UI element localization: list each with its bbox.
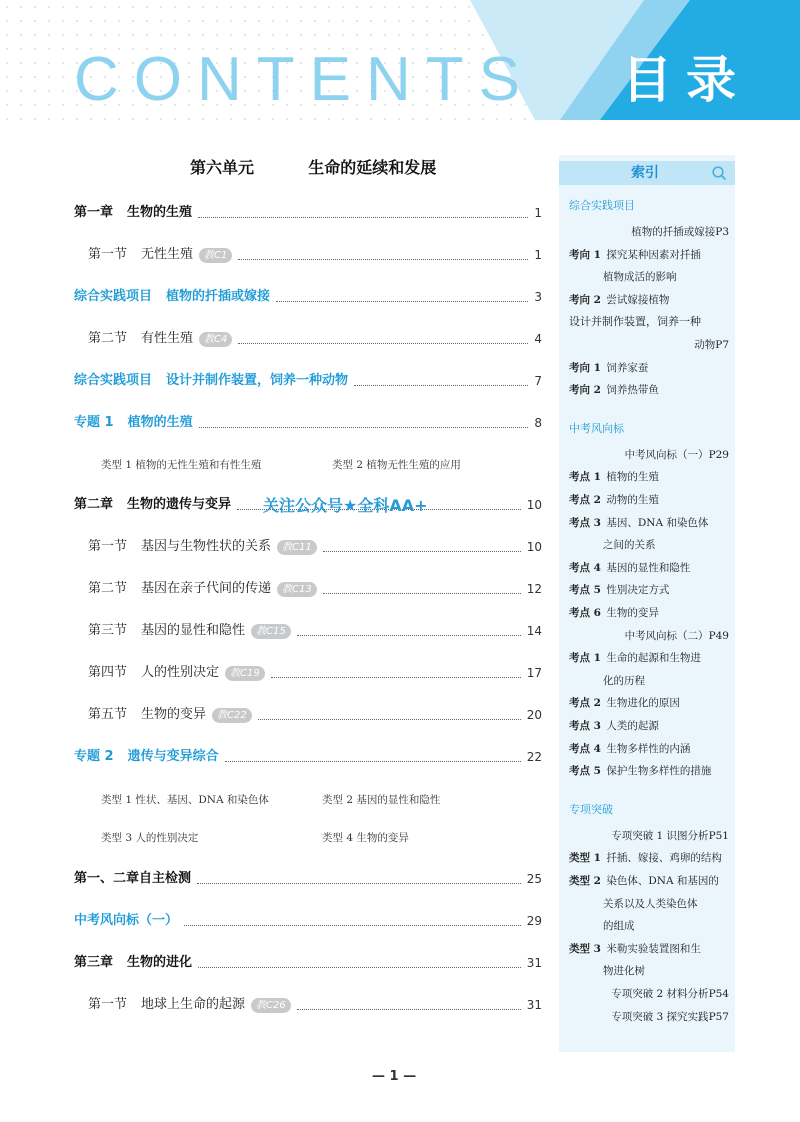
toc-row[interactable] [88,620,542,642]
index-item[interactable] [569,1006,729,1028]
toc-page-number: 29 [526,914,542,928]
index-item[interactable] [569,221,729,243]
dot-leader [276,301,528,302]
toc-page-number: 20 [526,708,542,722]
subtopic-item: 类型 1 植物的无性生殖和有性生殖 [101,459,262,471]
toc-row-label: 第二节 [88,581,128,596]
lesson-badge: 教C13 [277,582,317,597]
toc-row-title [74,286,270,308]
index-item[interactable] [569,512,729,534]
toc-row-heading: 地球上生命的起源 [141,997,246,1012]
toc-row-label: 专题 2 [74,749,114,764]
toc-page-number: 25 [526,872,542,886]
header-banner [0,0,800,120]
toc-row-title [74,910,178,932]
index-item-text: 尝试嫁接植物 [603,293,670,306]
index-item[interactable] [569,466,729,488]
toc-row-title [74,412,193,434]
index-item-text: 饲养热带鱼 [603,384,659,397]
index-item[interactable] [569,692,729,714]
index-item[interactable]: 关系以及人类染色体 [603,897,698,910]
index-item-page: P7 [715,339,729,351]
index-item-text: 人类的起源 [603,720,659,732]
index-item-page: P57 [708,1010,729,1023]
index-item-key: 考点 2 [569,494,601,506]
index-item-text: 扦插、嫁接、鸡卵的结构 [603,852,722,865]
toc-row-label: 专题 1 [74,415,114,430]
index-item-key: 考点 1 [569,652,601,665]
index-item-key: 考点 3 [569,720,601,732]
toc-row-heading: 基因在亲子代间的传递 [141,581,272,596]
index-item-key: 考点 5 [569,765,601,778]
dot-leader [199,427,528,428]
toc-row[interactable] [88,244,542,266]
dot-leader [258,719,521,720]
toc-row-heading: 遗传与变异综合 [127,749,219,764]
toc-row[interactable] [74,286,542,308]
toc-page-number: 14 [526,624,542,638]
index-item[interactable] [569,357,729,379]
toc-row-label: 第一章 [74,205,114,220]
index-item-page: P51 [708,829,729,842]
index-item-key: 考点 1 [569,471,601,484]
index-item-key: 考点 5 [569,584,601,597]
lesson-badge: 教C22 [212,708,252,723]
toc-row-label: 综合实践项目 [74,289,153,304]
toc-row-heading: 生物的进化 [127,955,193,970]
toc-row-title [88,620,245,642]
subtopic-item: 类型 2 基因的显性和隐性 [322,794,441,806]
toc-row[interactable] [88,994,542,1016]
toc-row-label: 第二节 [88,331,128,346]
index-item[interactable]: 设计并制作装置，饲养一种 [569,315,701,329]
toc-row-label: 中考风向标（一） [74,913,179,928]
toc-row-title [88,994,245,1016]
index-item-text: 基因、DNA 和染色体 [603,516,709,529]
index-item[interactable]: 的组成 [603,920,635,933]
toc-page-number: 8 [534,416,542,430]
dot-leader [238,343,528,344]
toc-row[interactable] [88,578,542,600]
toc-row-heading: 无性生殖 [141,247,194,262]
index-item-key: 考点 4 [569,561,601,574]
index-item[interactable] [569,557,729,579]
index-item-page: P3 [715,226,729,238]
index-item-key: 考向 1 [569,361,601,374]
dot-leader [323,551,521,552]
index-item[interactable] [569,738,729,760]
page-number: — 1 — [372,1069,417,1084]
toc-row-title [74,868,191,890]
dot-leader [225,761,521,762]
toc-row-label: 第一节 [88,997,128,1012]
toc-row[interactable] [74,952,542,974]
toc-row-title [88,704,206,726]
dot-leader [197,883,521,884]
index-item[interactable] [569,870,729,892]
index-item-text: 专项突破 3 探究实践 [611,1010,709,1023]
toc-row[interactable] [88,536,542,558]
index-item-page: P54 [708,988,729,1000]
index-item-text: 植物的生殖 [603,471,659,484]
toc-row-label: 第一节 [88,247,128,262]
index-item[interactable] [569,825,729,847]
toc-page-number: 22 [526,750,542,764]
index-item: 中考风向标 [569,421,624,435]
index-item-text: 生物进化的原因 [603,697,680,710]
subtopic-item: 类型 2 植物无性生殖的应用 [332,459,461,471]
index-item: 综合实践项目 [569,199,635,212]
toc-row[interactable] [74,370,542,392]
index-item-key: 考向 2 [569,293,601,306]
toc-row-heading: 基因的显性和隐性 [141,623,246,638]
dot-leader [297,635,521,636]
toc-row-title [88,328,193,350]
toc-row[interactable] [74,202,542,224]
toc-row-heading: 有性生殖 [141,331,194,346]
index-item[interactable] [569,334,729,356]
index-header [559,161,735,185]
toc-row[interactable] [88,328,542,350]
lesson-badge: 教C26 [251,998,291,1013]
toc-row-title [88,536,271,558]
toc-row-heading: 生物的变异 [141,707,207,722]
index-item-text: 基因的显性和隐性 [603,561,691,574]
index-item-key: 类型 2 [569,875,601,887]
toc-row-title [88,578,271,600]
index-item-text: 专项突破 1 识图分析 [611,829,709,842]
index-item[interactable] [569,647,729,669]
index-item-text: 动物的生殖 [603,494,659,506]
toc-row[interactable] [88,704,542,726]
toc-row-label: 第二章 [74,497,114,512]
toc-row-heading: 基因与生物性状的关系 [141,539,272,554]
index-item[interactable] [569,602,729,624]
unit-title: 第六单元 生命的延续和发展 [190,158,437,177]
toc-page-number: 31 [526,956,542,970]
dot-leader [354,385,528,386]
index-title: 索引 [631,165,659,181]
toc-page-number: 31 [526,998,542,1012]
index-item[interactable] [569,444,729,466]
index-item[interactable] [569,489,729,511]
index-item-text: 专项突破 2 材料分析 [611,988,709,1000]
index-item-text: 生物的变异 [603,607,659,619]
toc-row-title [74,494,231,516]
toc-row-title [88,244,193,266]
toc-row-heading: 植物的生殖 [127,415,193,430]
index-item-text: 性别决定方式 [603,584,670,597]
toc-row-label: 综合实践项目 [74,373,153,388]
index-item-text: 动物 [694,339,716,351]
dot-leader [184,925,521,926]
toc-row-label: 第四节 [88,665,128,680]
index-item[interactable] [569,379,729,401]
index-item: 专项突破 [569,802,613,816]
index-item-page: P49 [708,629,729,642]
toc-page-number: 4 [534,332,542,346]
subtopic-item: 类型 1 性状、基因、DNA 和染色体 [101,794,269,806]
index-item-key: 类型 3 [569,942,601,955]
index-item-key: 类型 1 [569,852,601,865]
index-item[interactable]: 植物成活的影响 [603,271,677,284]
index-item-key: 考点 3 [569,516,601,529]
toc-row-title [74,370,348,392]
index-item-text: 探究某种因素对扦插 [603,248,701,261]
index-item[interactable] [569,983,729,1005]
index-item[interactable] [569,579,729,601]
dot-leader [297,1009,521,1010]
toc-page-number: 10 [526,498,542,512]
index-item-text: 中考风向标（一） [624,448,709,461]
lesson-badge: 教C1 [199,248,232,263]
dot-leader [198,217,528,218]
toc-row[interactable] [74,746,542,768]
index-item-text: 饲养家蚕 [603,361,649,374]
index-item[interactable] [569,847,729,869]
subtopic-item: 类型 3 人的性别决定 [101,832,199,844]
index-item-text: 植物的扦插或嫁接 [631,226,716,238]
toc-row[interactable] [74,868,542,890]
index-item-key: 考向 1 [569,248,601,261]
toc-row[interactable] [74,910,542,932]
subtopic-item: 类型 4 生物的变异 [322,832,409,844]
index-item-text: 生命的起源和生物进 [603,652,701,665]
toc-row-heading: 植物的扦插或嫁接 [166,289,271,304]
index-item-key: 考向 2 [569,384,601,397]
index-item[interactable] [569,289,729,311]
toc-row-label: 第三节 [88,623,128,638]
index-item-key: 考点 6 [569,607,601,619]
toc-row-heading: 生物的遗传与变异 [127,497,232,512]
toc-page-number: 3 [534,290,542,304]
toc-row-label: 第一、二章自主检测 [74,871,192,886]
index-item[interactable] [569,938,729,960]
index-item[interactable] [569,625,729,647]
contents-heading: CONTENTS [74,45,535,114]
index-item-text: 中考风向标（二） [624,629,709,642]
dot-leader [238,259,528,260]
toc-row-label: 第五节 [88,707,128,722]
index-item-text: 生物多样性的内涵 [603,742,691,755]
toc-row-heading: 人的性别决定 [141,665,220,680]
index-item-text: 染色体、DNA 和基因的 [603,875,719,887]
toc-row-label: 第一节 [88,539,128,554]
toc-row-label: 第三章 [74,955,114,970]
toc-page-number: 1 [534,206,542,220]
toc-page-number: 12 [526,582,542,596]
index-item-key: 考点 2 [569,697,601,710]
index-item[interactable]: 物进化树 [603,965,645,978]
toc-row[interactable] [88,662,542,684]
search-icon [711,165,727,181]
lesson-badge: 教C15 [251,624,291,639]
lesson-badge: 教C11 [277,540,317,555]
toc-row-heading: 生物的生殖 [127,205,193,220]
mulu-heading: 目录 [622,51,750,109]
dot-leader [271,677,521,678]
toc-page-number: 10 [526,540,542,554]
toc-row-title [88,662,219,684]
index-item-text: 保护生物多样性的措施 [603,765,712,778]
toc-row-title [74,952,192,974]
lesson-badge: 教C4 [199,332,232,347]
toc-page-number: 7 [534,374,542,388]
index-item[interactable]: 之间的关系 [603,539,656,552]
watermark-text: 关注公众号★全科AA+ [263,496,428,515]
dot-leader [323,593,521,594]
index-sidebar [559,155,735,1052]
index-item[interactable]: 化的历程 [603,674,645,687]
toc-row[interactable] [74,412,542,434]
index-item-text: 米勒实验装置图和生 [603,942,701,955]
toc-page-number: 1 [534,248,542,262]
index-item-page: P29 [708,448,729,461]
index-item[interactable] [569,760,729,782]
toc-row-title [74,202,192,224]
dot-leader [198,967,521,968]
index-item[interactable] [569,715,729,737]
toc-row-title [74,746,219,768]
lesson-badge: 教C19 [225,666,265,681]
toc-row-heading: 设计并制作装置，饲养一种动物 [166,373,349,388]
toc-page-number: 17 [526,666,542,680]
index-item-key: 考点 4 [569,742,601,755]
index-item[interactable] [569,244,729,266]
